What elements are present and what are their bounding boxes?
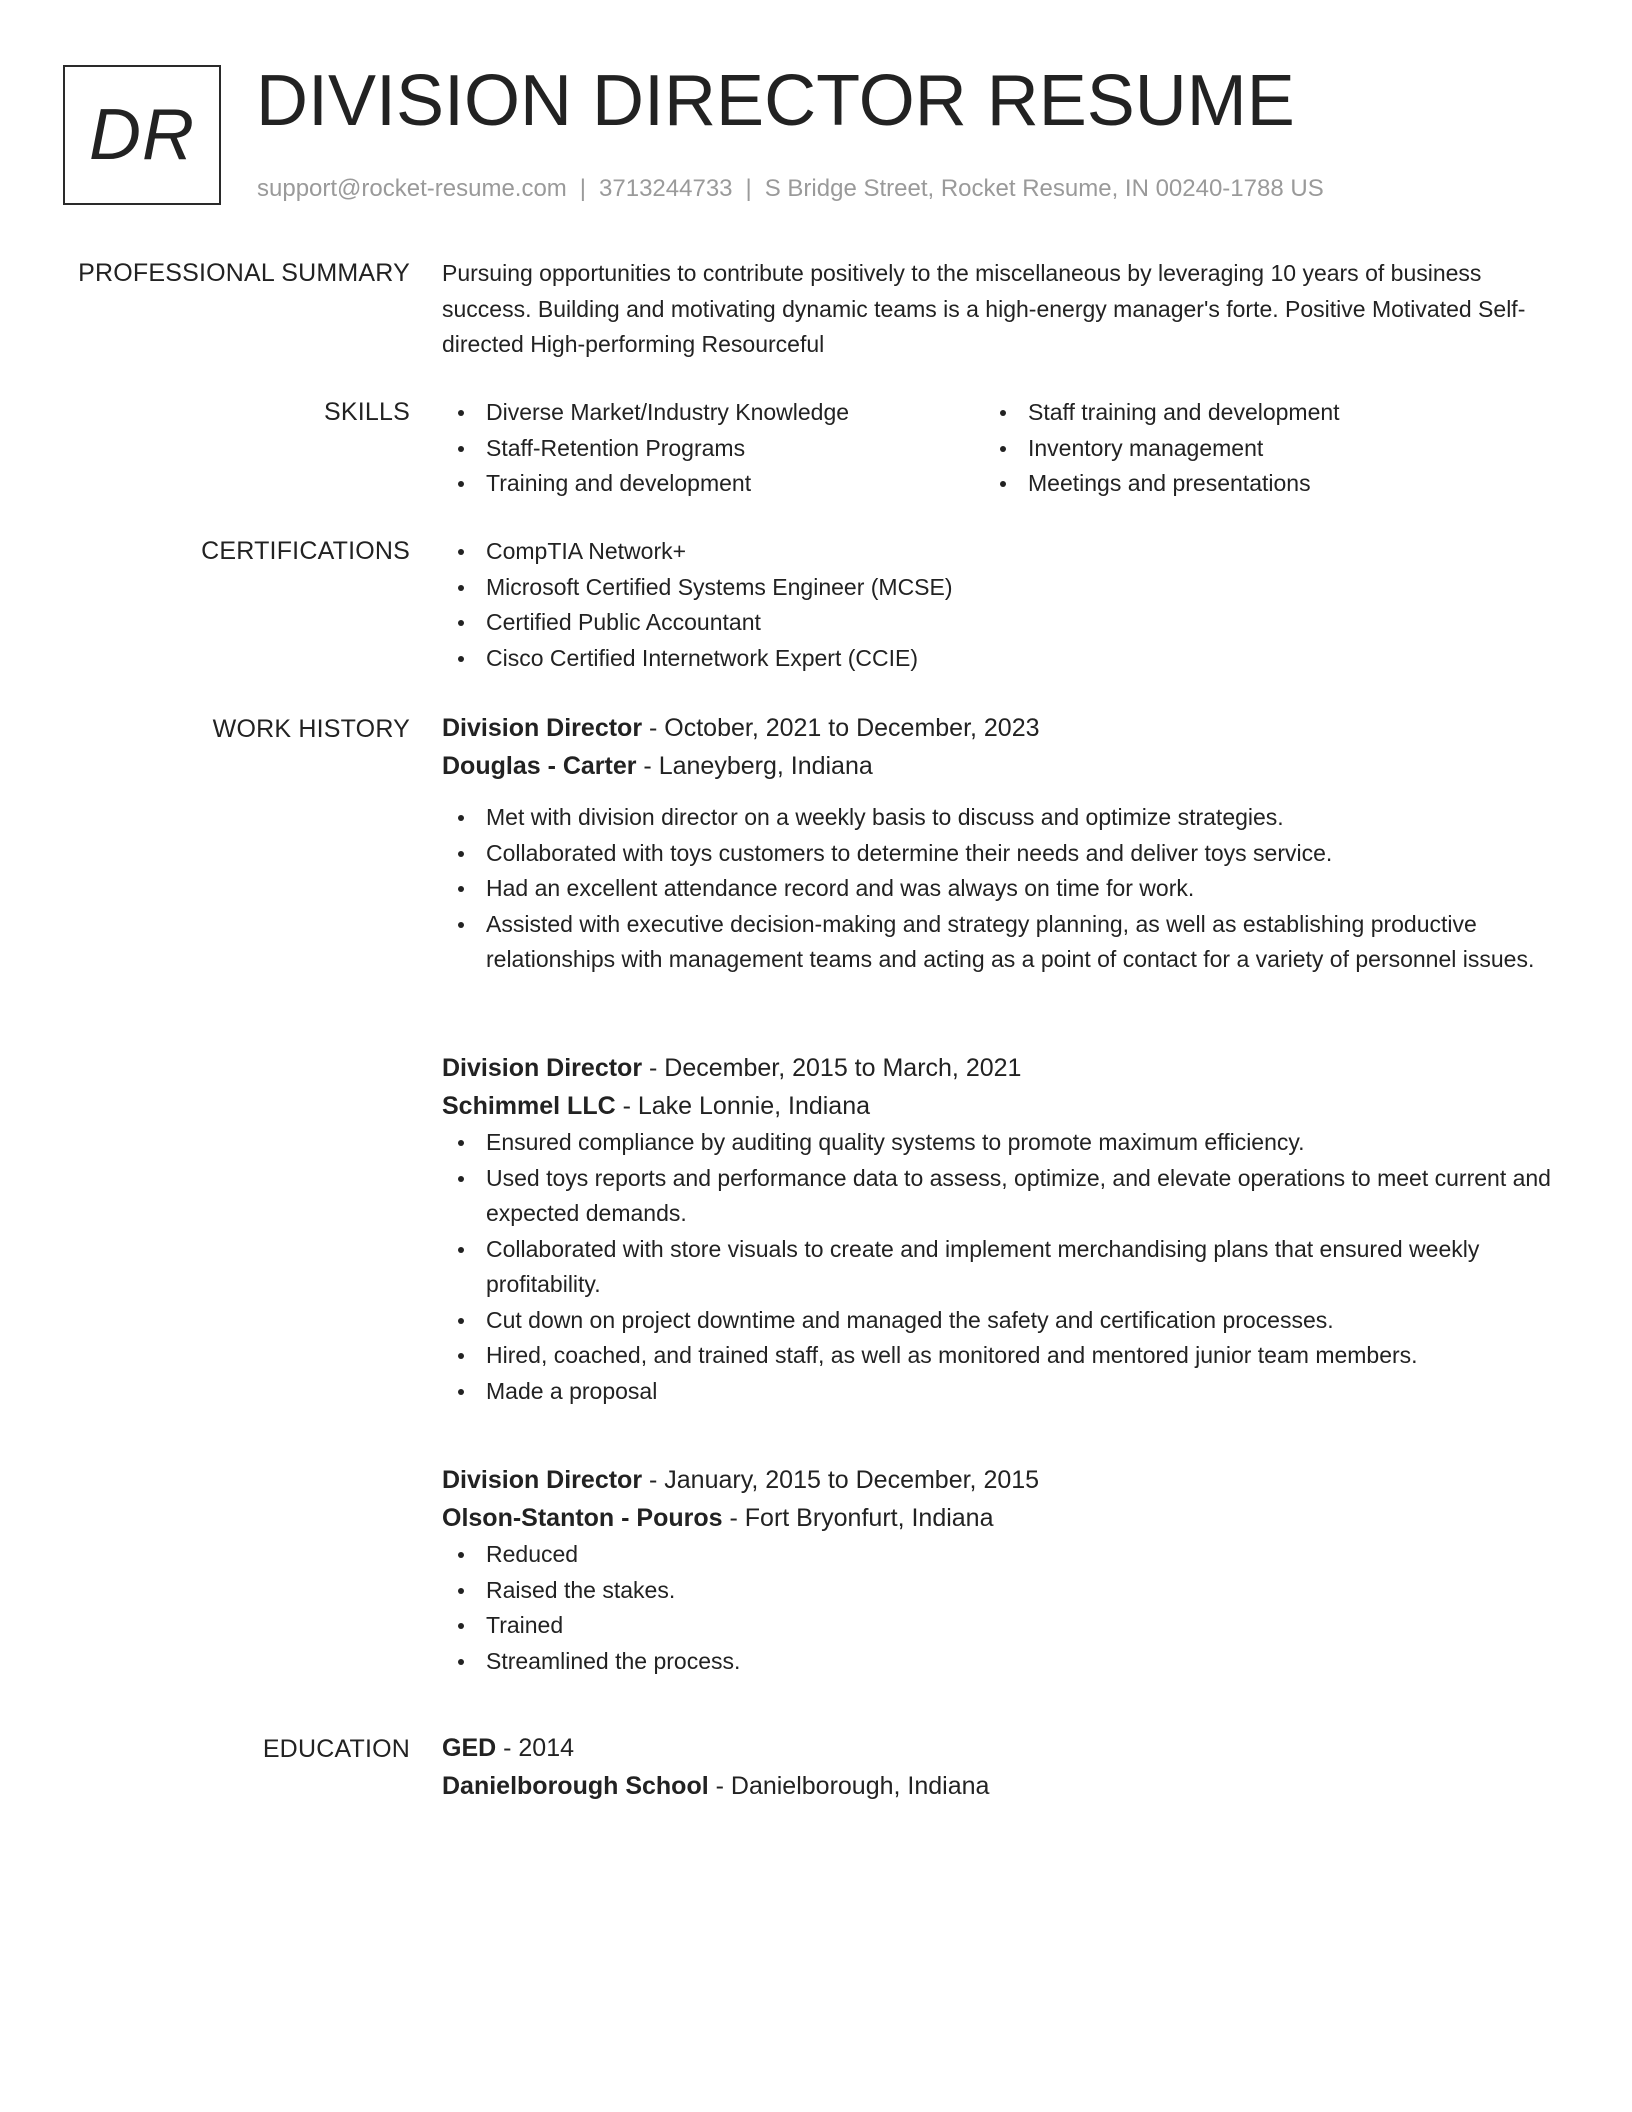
contact-separator: | xyxy=(579,175,587,202)
education-location: - Danielborough, Indiana xyxy=(708,1772,990,1800)
job-bullet: Ensured compliance by auditing quality systems to promote maximum efficiency. xyxy=(442,1125,1552,1161)
job-bullet: Raised the stakes. xyxy=(442,1573,1552,1609)
job-bullet: Assisted with executive decision-making and strategy planning, as well as establishing productive relationships with management teams and acting as a point of contact for a variety of personnel issues. xyxy=(442,907,1552,978)
job-role: Division Director xyxy=(442,714,643,742)
job-bullet: Had an excellent attendance record and was always on time for work. xyxy=(442,871,1552,907)
job-location: - Fort Bryonfurt, Indiana xyxy=(722,1504,994,1532)
education-school: Danielborough School xyxy=(442,1772,709,1800)
contact-address: S Bridge Street, Rocket Resume, IN 00240-1788 US xyxy=(764,175,1324,202)
job-company-line xyxy=(442,747,1552,785)
skills-column-2 xyxy=(984,395,1526,502)
education-degree-line xyxy=(442,1729,1552,1767)
certification-item: Certified Public Accountant xyxy=(442,605,1552,641)
certification-item: Microsoft Certified Systems Engineer (MCSE) xyxy=(442,570,1552,606)
job-bullet: Hired, coached, and trained staff, as well as monitored and mentored junior team members. xyxy=(442,1338,1552,1374)
job-bullet: Reduced xyxy=(442,1537,1552,1573)
job-bullet: Collaborated with store visuals to create and implement merchandising plans that ensured weekly profitability. xyxy=(442,1232,1552,1303)
skill-item: Meetings and presentations xyxy=(984,466,1526,502)
education-body xyxy=(442,1729,1552,1805)
job-dates: - October, 2021 to December, 2023 xyxy=(642,714,1040,742)
job-company: Olson-Stanton - Pouros xyxy=(442,1504,723,1532)
job-body xyxy=(442,1461,1552,1679)
skills-column-1 xyxy=(442,395,984,502)
contact-separator: | xyxy=(745,175,752,202)
job-bullet: Streamlined the process. xyxy=(442,1644,1552,1680)
monogram-box: DR xyxy=(63,65,221,205)
section-label-summary: PROFESSIONAL SUMMARY xyxy=(78,259,410,287)
section-label-education: EDUCATION xyxy=(262,1735,410,1763)
job-title-line xyxy=(442,1049,1552,1087)
education-school-line xyxy=(442,1767,1552,1805)
job-bullet: Trained xyxy=(442,1608,1552,1644)
job-bullet-list xyxy=(442,1125,1552,1409)
job-dates: - January, 2015 to December, 2015 xyxy=(642,1466,1040,1494)
skill-item: Staff training and development xyxy=(984,395,1526,431)
summary-text: Pursuing opportunities to contribute positively to the miscellaneous by leveraging 10 years of business success. Building and motivating dynamic teams is a high-energy manager's forte. Positive Motivated Self-directed High-performing Resourceful xyxy=(442,260,1526,357)
job-title-line xyxy=(442,709,1552,747)
job-bullet: Met with division director on a weekly basis to discuss and optimize strategies. xyxy=(442,800,1552,836)
job-bullet: Used toys reports and performance data to assess, optimize, and elevate operations to meet current and expected demands. xyxy=(442,1161,1552,1232)
section-label-certifications: CERTIFICATIONS xyxy=(201,537,410,565)
job-bullet: Collaborated with toys customers to determine their needs and deliver toys service. xyxy=(442,836,1552,872)
job-body xyxy=(442,709,1552,978)
skill-item: Inventory management xyxy=(984,431,1526,467)
job-role: Division Director xyxy=(442,1466,643,1494)
contact-line xyxy=(257,174,1324,204)
skill-item: Training and development xyxy=(442,466,984,502)
education-year: - 2014 xyxy=(496,1734,575,1762)
certifications-body xyxy=(442,534,1552,676)
job-body xyxy=(442,1049,1552,1409)
certification-item: CompTIA Network+ xyxy=(442,534,1552,570)
job-role: Division Director xyxy=(442,1054,643,1082)
skill-item: Staff-Retention Programs xyxy=(442,431,984,467)
certification-item: Cisco Certified Internetwork Expert (CCIE) xyxy=(442,641,1552,677)
job-bullet: Made a proposal xyxy=(442,1374,1552,1410)
job-bullet: Cut down on project downtime and managed the safety and certification processes. xyxy=(442,1303,1552,1339)
contact-email[interactable]: support@rocket-resume.com xyxy=(257,175,567,202)
job-bullet-list xyxy=(442,800,1552,978)
job-bullet-list xyxy=(442,1537,1552,1679)
skills-body xyxy=(442,395,1552,502)
contact-phone[interactable]: 3713244733 xyxy=(599,175,733,202)
education-degree: GED xyxy=(442,1734,497,1762)
job-title-line xyxy=(442,1461,1552,1499)
job-location: - Lake Lonnie, Indiana xyxy=(615,1092,871,1120)
job-company: Schimmel LLC xyxy=(442,1092,616,1120)
resume-title: DIVISION DIRECTOR RESUME xyxy=(256,61,1295,141)
job-dates: - December, 2015 to March, 2021 xyxy=(642,1054,1022,1082)
section-label-work-history: WORK HISTORY xyxy=(212,715,410,743)
job-company: Douglas - Carter xyxy=(442,752,637,780)
certifications-list xyxy=(442,534,1552,676)
section-label-skills: SKILLS xyxy=(324,398,410,426)
job-location: - Laneyberg, Indiana xyxy=(636,752,873,780)
job-company-line xyxy=(442,1499,1552,1537)
skill-item: Diverse Market/Industry Knowledge xyxy=(442,395,984,431)
job-company-line xyxy=(442,1087,1552,1125)
